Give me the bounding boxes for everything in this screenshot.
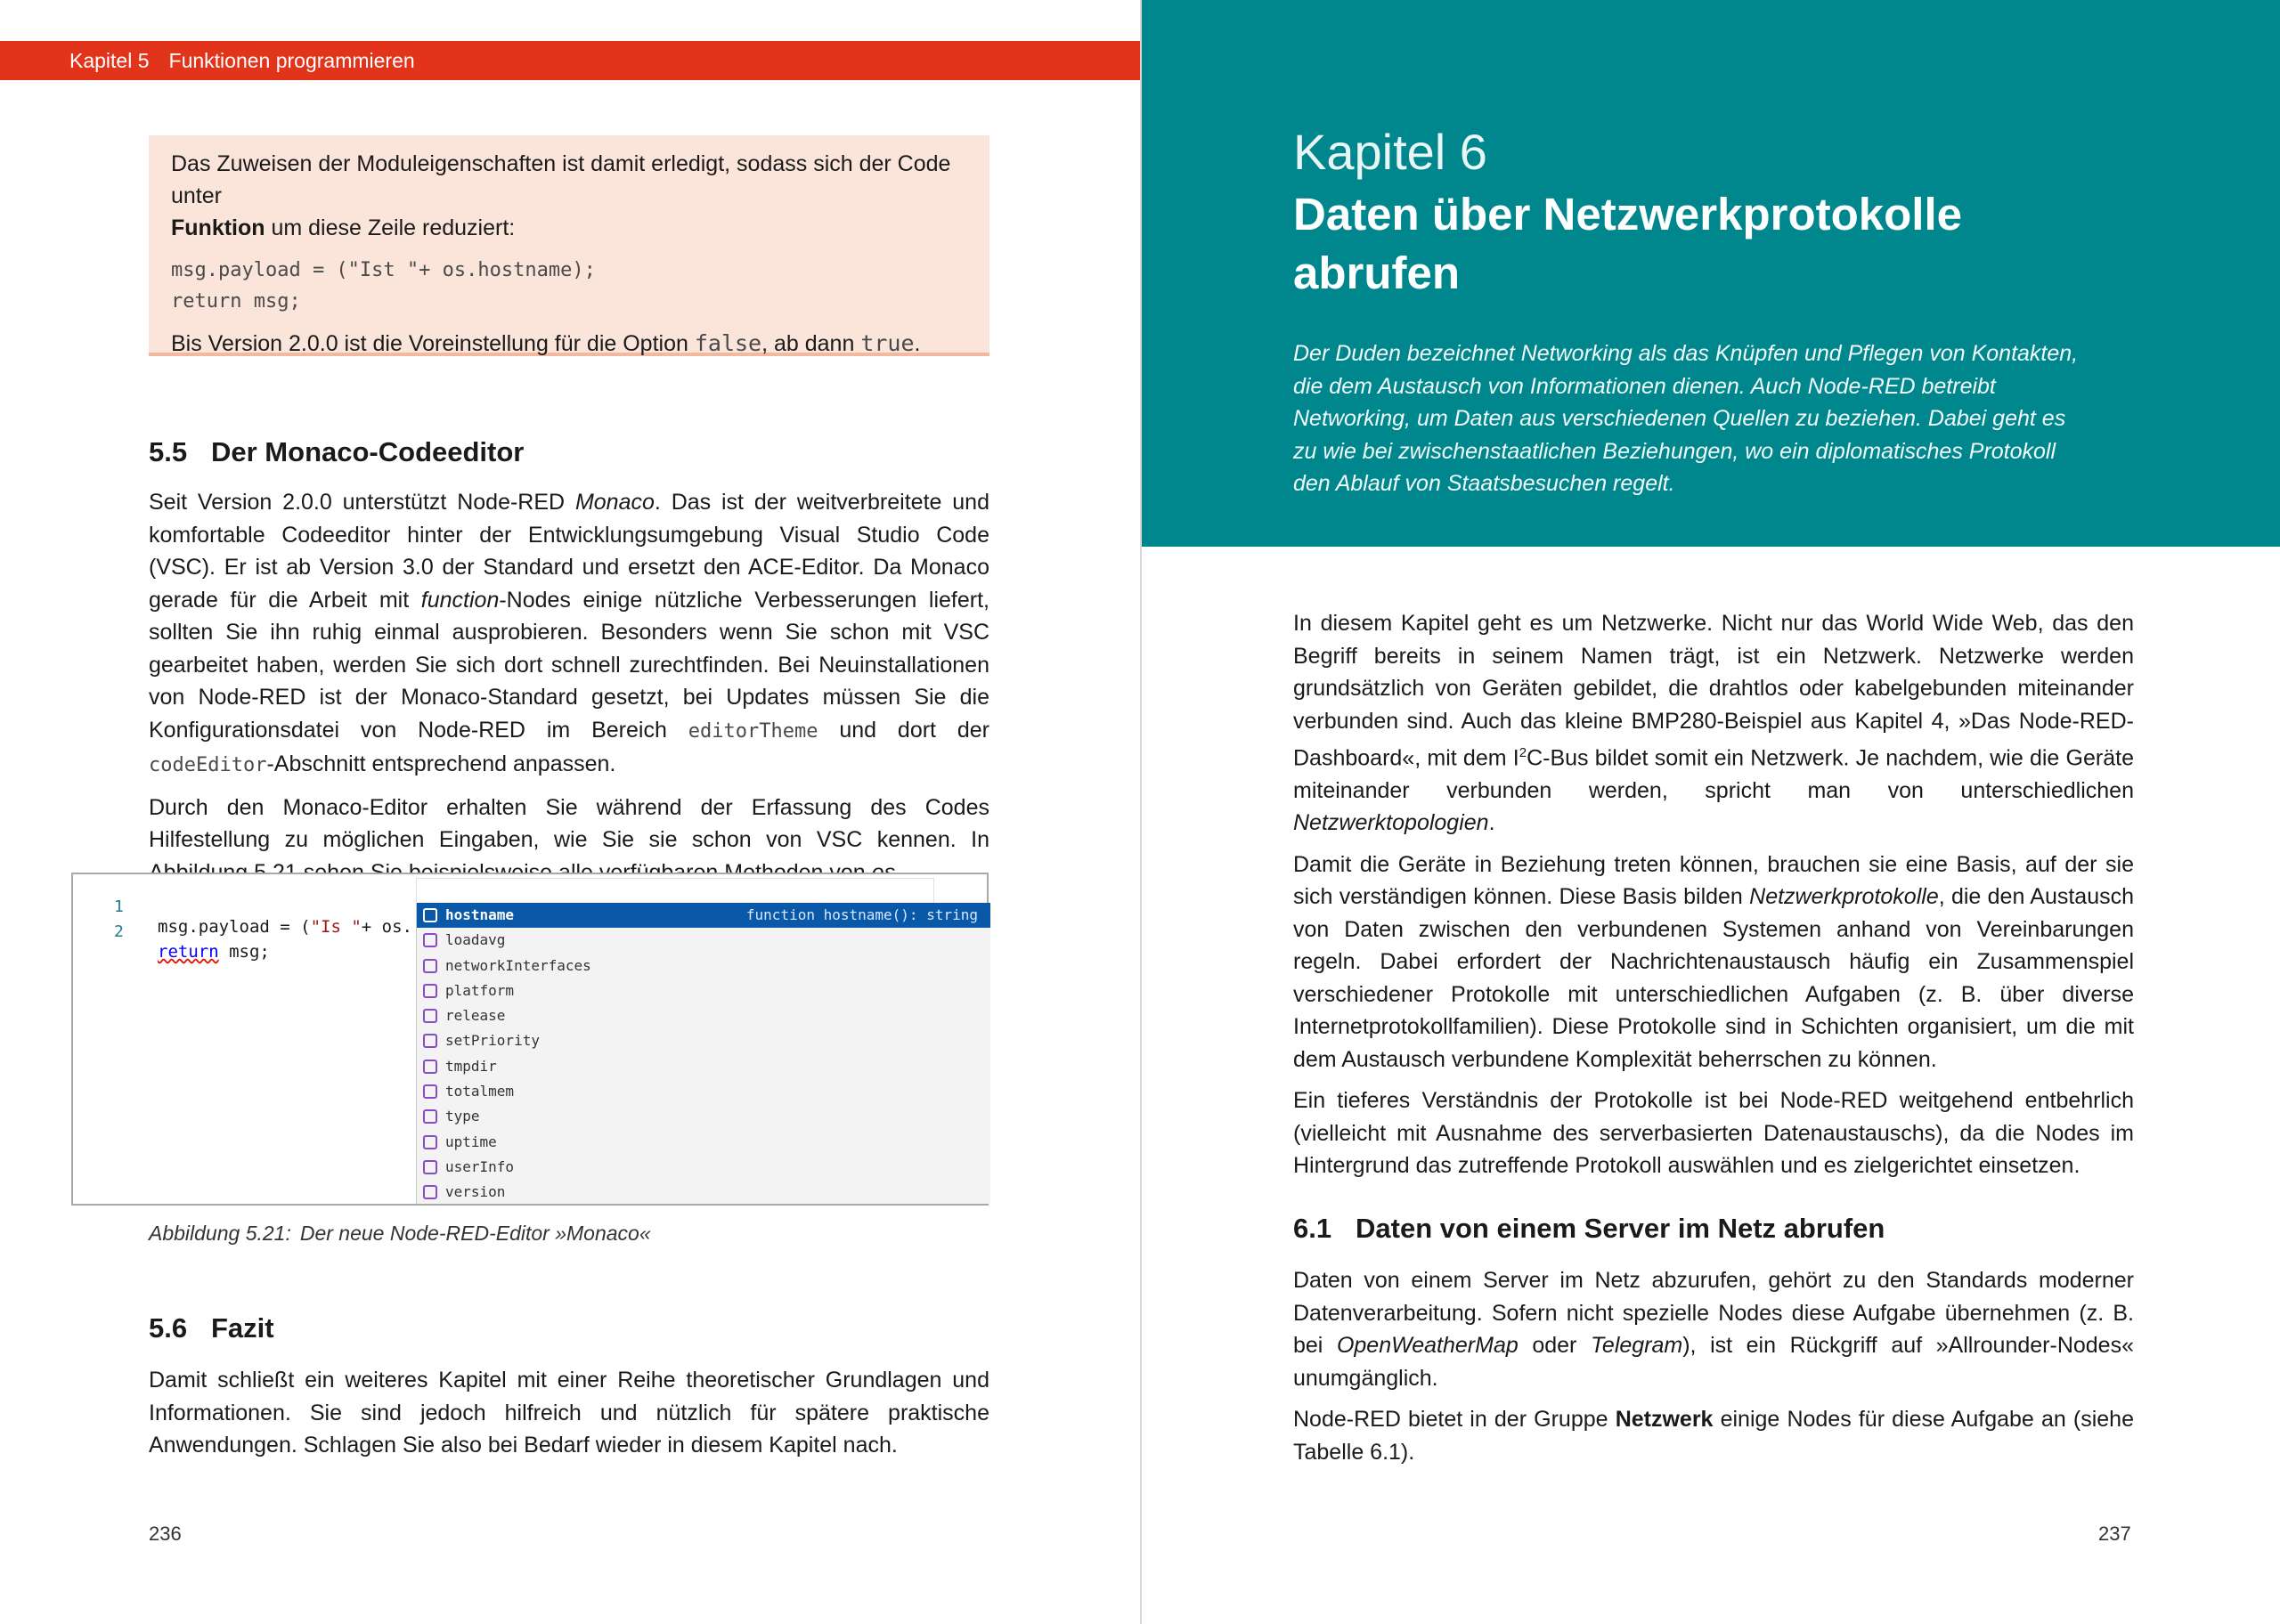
code-string: "Is " <box>310 917 362 937</box>
method-cube-icon <box>423 1060 437 1074</box>
suggestion-detail: function hostname(): string <box>745 906 978 923</box>
section-heading-6-1 <box>1293 1213 1885 1245</box>
text: . <box>1488 810 1495 836</box>
inline-code: editorTheme <box>688 719 818 743</box>
section-5-5-body <box>149 486 989 897</box>
paragraph <box>1293 1403 2134 1468</box>
suggestion-item[interactable] <box>417 1028 990 1053</box>
page-number: 237 <box>2098 1522 2131 1545</box>
suggestion-label: uptime <box>445 1133 497 1150</box>
note-code-false: false <box>694 330 762 356</box>
text: C-Bus bildet somit ein Netzwerk. Je nachdem, wie die Geräte miteinander verbunden werden, spricht man von unterschiedlichen <box>1293 745 2134 803</box>
text: Durch den Monaco-Editor erhalten Sie während der Erfassung des Codes Hilfestellung zu möglichen Eingaben, wie Sie sie schon von VSC kennen. In <box>149 794 989 852</box>
suggestion-item[interactable] <box>417 1130 990 1155</box>
suggestion-list[interactable] <box>416 903 990 1204</box>
paragraph <box>1293 607 2134 840</box>
emphasis: Telegram <box>1590 1333 1683 1358</box>
emphasis: Netzwerktopologien <box>1293 810 1489 836</box>
line-number: 1 <box>114 897 124 916</box>
line-number: 2 <box>114 922 124 941</box>
suggestion-label: version <box>445 1183 506 1201</box>
monaco-editor-figure <box>71 873 989 1206</box>
info-text-1: Das Zuweisen der Moduleigenschaften ist damit erledigt, sodass sich der Code unter <box>171 151 951 208</box>
suggestion-label: setPriority <box>445 1032 540 1050</box>
right-page <box>1140 0 2280 1624</box>
section-heading-5-5 <box>149 436 524 468</box>
header-chapter: Kapitel 5 <box>69 49 150 72</box>
code-token: msg.payload = ( <box>158 917 311 937</box>
suggestion-item[interactable] <box>417 978 990 1003</box>
note-text-3: . <box>914 331 921 356</box>
suggestion-label: tmpdir <box>445 1057 497 1075</box>
chapter-label: Kapitel 6 <box>1293 124 1487 180</box>
section-title: Daten von einem Server im Netz abrufen <box>1356 1213 1885 1244</box>
suggestion-label: type <box>445 1108 480 1125</box>
code-line-2: return msg; <box>171 290 301 313</box>
text: , die den Austausch von Daten zwischen den verbundenen Systemen anhand von Vereinbarungen regeln. Dabei erfordert der Nachrichtenaustausch häufig ein Zusammenspiel verschiedener Protokolle mit unterschiedlichen Aufgaben (z. B. über diverse Internetprotokollfamilien). Diese Protokolle sind in Schichten organisiert, um die mit dem Austausch verbundene Komplexität beherrschen zu können. <box>1293 884 2134 1072</box>
bold-text: Netzwerk <box>1615 1407 1714 1432</box>
text: oder <box>1518 1333 1591 1358</box>
suggestion-label: loadavg <box>445 931 506 949</box>
info-box <box>149 135 989 356</box>
code-keyword: return <box>158 942 219 962</box>
section-5-6-body <box>149 1364 989 1471</box>
text: In diesem Kapitel geht es um Netzwerke. Nicht nur das World Wide Web, das den Begriff bereits in seinem Namen trägt, ist ein Netzwerk. Netzwerke werden grundsätzlich von Geräten gebildet, die drahtlos oder kabelgebunden miteinander verbunden sind. Auch das kleine BMP280-Beispiel aus Kapitel 4, »Das Node-RED-Dashboard«, mit dem I <box>1293 611 2134 771</box>
caption-text: Der neue Node-RED-Editor »Monaco« <box>299 1222 651 1245</box>
code-block <box>171 255 968 317</box>
suggestion-label: release <box>445 1007 506 1025</box>
caption-label: Abbildung 5.21: <box>149 1222 291 1245</box>
note-code-true: true <box>860 330 915 356</box>
paragraph <box>149 486 989 783</box>
inline-code: codeEditor <box>149 754 267 776</box>
suggestion-item[interactable] <box>417 1079 990 1104</box>
info-note <box>171 328 968 360</box>
code-token: + os. <box>361 917 412 937</box>
suggestion-item[interactable] <box>417 928 990 953</box>
emphasis: function <box>420 587 500 613</box>
text: . Das ist der weitverbreitete und komfortable Codeeditor hinter der Entwicklungsumgebung Visual Studio Code (VSC). Er ist ab Version 3.0 der Standard und ersetzt den ACE-Editor. Da Monaco gerade für die Arbeit mit <box>149 490 989 613</box>
suggestion-item[interactable] <box>417 1180 990 1205</box>
suggestion-item[interactable] <box>417 1054 990 1079</box>
suggestion-label: totalmem <box>445 1083 515 1100</box>
chapter-opener <box>1142 0 2280 547</box>
suggestion-label: platform <box>445 981 515 999</box>
text: Node-RED bietet in der Gruppe <box>1293 1407 1616 1432</box>
method-cube-icon <box>423 1160 437 1174</box>
header-chapter-title: Funktionen programmieren <box>168 49 415 72</box>
suggestion-label: networkInterfaces <box>445 956 591 974</box>
text: und dort der <box>818 717 990 743</box>
method-cube-icon <box>423 1009 437 1023</box>
section-number: 5.6 <box>149 1312 188 1344</box>
paragraph <box>1293 1264 2134 1394</box>
editor-input-line[interactable] <box>416 878 934 905</box>
method-cube-icon <box>423 933 437 947</box>
section-number: 5.5 <box>149 436 188 467</box>
emphasis: Monaco <box>574 490 655 515</box>
info-bold: Funktion <box>171 215 265 240</box>
figure-caption <box>149 1222 651 1246</box>
suggestion-item[interactable] <box>417 954 990 978</box>
section-title: Der Monaco-Codeeditor <box>211 436 525 467</box>
suggestion-item[interactable] <box>417 1104 990 1129</box>
chapter-intro: Der Duden bezeichnet Networking als das Knüpfen und Pflegen von Kontakten, die dem Austausch von Informationen dienen. Auch Node-RED betreibt Networking, um Daten aus verschiedenen Quellen zu beziehen. Dabei geht es zu wie bei zwischenstaatlichen Beziehungen, wo ein diplomatisches Protokoll den Ablauf von Staatsbesuchen regelt. <box>1293 341 2079 496</box>
running-header <box>69 49 415 73</box>
emphasis: Netzwerkprotokolle <box>1749 884 1939 910</box>
suggestion-label: userInfo <box>445 1157 515 1175</box>
suggestion-item[interactable] <box>417 1003 990 1028</box>
suggestion-item[interactable] <box>417 903 990 928</box>
note-text-1: Bis Version 2.0.0 ist die Voreinstellung für die Option <box>171 331 695 356</box>
text: Seit Version 2.0.0 unterstützt Node-RED <box>149 490 575 515</box>
text: -Abschnitt entsprechend anpassen. <box>266 751 616 776</box>
section-6-1-body <box>1293 1264 2134 1477</box>
section-number: 6.1 <box>1293 1213 1332 1244</box>
info-text-2: um diese Zeile reduziert: <box>265 215 516 240</box>
method-cube-icon <box>423 908 437 922</box>
paragraph <box>1293 849 2134 1076</box>
method-cube-icon <box>423 1185 437 1199</box>
text: einige Nodes für diese Aufgabe an (siehe Tabelle 6.1). <box>1293 1407 2134 1465</box>
suggestion-item[interactable] <box>417 1155 990 1180</box>
paragraph: Ein tieferes Verständnis der Protokolle ist bei Node-RED weitgehend entbehrlich (vielleicht mit Ausnahme des serverbasierten Datenaustauschs), da die Nodes im Hintergrund das zutreffende Protokoll auswählen und es zielgerichtet einsetzen. <box>1293 1088 2134 1179</box>
section-title: Fazit <box>211 1312 274 1344</box>
method-cube-icon <box>423 1084 437 1099</box>
text: -Nodes einige nützliche Verbesserungen liefert, sollten Sie ihn ruhig einmal ausprobieren. Besonders wenn Sie schon mit VSC gearbeitet haben, werden Sie sich dort schnell zurechtfinden. Bei Neuinstallationen von Node-RED ist der Monaco-Standard gesetzt, bei Updates müssen Sie die Konfigurationsdatei von Node-RED im Bereich <box>149 587 989 743</box>
method-cube-icon <box>423 984 437 998</box>
note-text-2: , ab dann <box>761 331 861 356</box>
text: ), ist ein Rückgriff auf »Allrounder-Nodes« unumgänglich. <box>1293 1333 2134 1391</box>
paragraph: Damit schließt ein weiteres Kapitel mit einer Reihe theoretischer Grundlagen und Informationen. Sie sind jedoch hilfreich und nützlich für spätere praktische Anwendungen. Schlagen Sie also bei Bedarf wieder in diesem Kapitel nach. <box>149 1368 989 1458</box>
method-cube-icon <box>423 1109 437 1124</box>
info-text <box>171 148 968 244</box>
method-cube-icon <box>423 959 437 973</box>
code-token: msg; <box>218 942 270 962</box>
chapter-6-body <box>1293 607 2134 1191</box>
code-text <box>158 942 270 962</box>
emphasis: OpenWeatherMap <box>1336 1333 1519 1358</box>
code-line-1: msg.payload = ("Ist "+ os.hostname); <box>171 259 596 281</box>
text: Damit die Geräte in Beziehung treten können, brauchen sie eine Basis, auf der sie sich verständigen können. Diese Basis bilden <box>1293 851 2134 910</box>
editor-line-2 <box>73 903 411 962</box>
editor-line-1 <box>73 878 412 937</box>
text: Daten von einem Server im Netz abzurufen, gehört zu den Standards moderner Datenverarbeitung. Sofern nicht spezielle Nodes diese Aufgabe übernehmen (z. B. bei <box>1293 1268 2134 1358</box>
method-cube-icon <box>423 1034 437 1048</box>
section-heading-5-6 <box>149 1312 274 1344</box>
superscript: 2 <box>1519 745 1527 760</box>
method-cube-icon <box>423 1135 437 1149</box>
page-number: 236 <box>149 1522 182 1545</box>
suggestion-label: hostname <box>445 906 515 923</box>
chapter-title: Daten über Netzwerkprotokolle abrufen <box>1293 189 1962 298</box>
